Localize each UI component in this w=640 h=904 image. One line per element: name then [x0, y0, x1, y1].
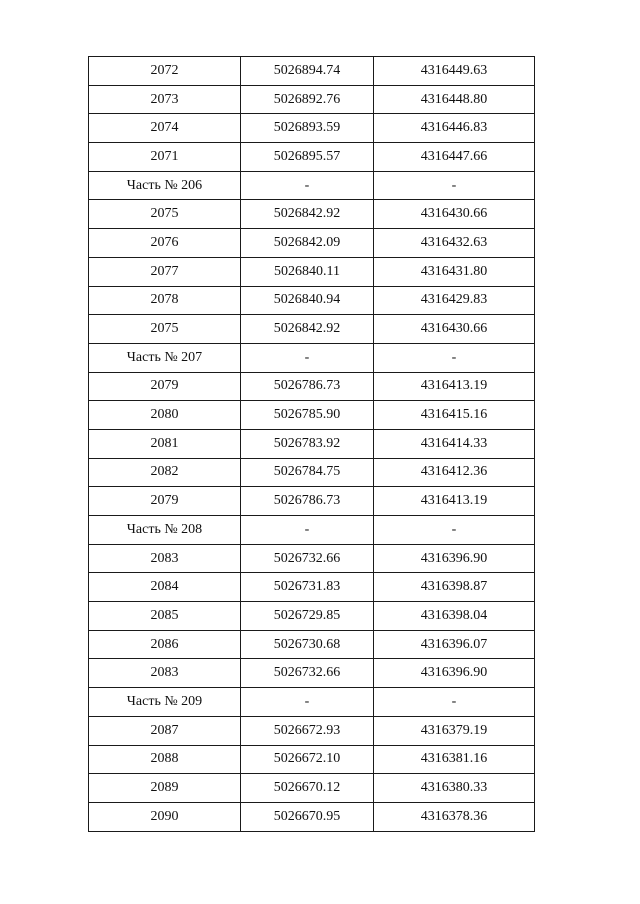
point-number-cell: Часть № 207 [89, 343, 241, 372]
table-row [89, 688, 535, 717]
table-row [89, 544, 535, 573]
y-coordinate-cell: 4316415.16 [374, 401, 535, 430]
y-coordinate-cell: 4316430.66 [374, 200, 535, 229]
y-coordinate-cell: 4316449.63 [374, 57, 535, 86]
x-coordinate-cell: - [241, 516, 374, 545]
point-number-cell: 2072 [89, 57, 241, 86]
table-row [89, 200, 535, 229]
y-coordinate-cell: - [374, 516, 535, 545]
table-row [89, 716, 535, 745]
point-number-cell: 2083 [89, 544, 241, 573]
table-row [89, 171, 535, 200]
table-row [89, 286, 535, 315]
y-coordinate-cell: 4316396.90 [374, 659, 535, 688]
y-coordinate-cell: - [374, 343, 535, 372]
table-row [89, 143, 535, 172]
x-coordinate-cell: 5026842.92 [241, 200, 374, 229]
y-coordinate-cell: 4316398.87 [374, 573, 535, 602]
table-row [89, 57, 535, 86]
table-row [89, 573, 535, 602]
point-number-cell: 2073 [89, 85, 241, 114]
point-number-cell: 2088 [89, 745, 241, 774]
table-row [89, 458, 535, 487]
x-coordinate-cell: 5026842.09 [241, 229, 374, 258]
x-coordinate-cell: 5026732.66 [241, 659, 374, 688]
y-coordinate-cell: 4316448.80 [374, 85, 535, 114]
y-coordinate-cell: 4316413.19 [374, 487, 535, 516]
table-row [89, 401, 535, 430]
table-row [89, 802, 535, 831]
point-number-cell: 2080 [89, 401, 241, 430]
point-number-cell: 2076 [89, 229, 241, 258]
point-number-cell: 2079 [89, 372, 241, 401]
y-coordinate-cell: - [374, 688, 535, 717]
point-number-cell: 2075 [89, 200, 241, 229]
y-coordinate-cell: 4316380.33 [374, 774, 535, 803]
point-number-cell: 2075 [89, 315, 241, 344]
x-coordinate-cell: 5026894.74 [241, 57, 374, 86]
y-coordinate-cell: 4316412.36 [374, 458, 535, 487]
x-coordinate-cell: 5026731.83 [241, 573, 374, 602]
table-row [89, 659, 535, 688]
coordinates-table [88, 56, 535, 832]
table-row [89, 114, 535, 143]
y-coordinate-cell: 4316430.66 [374, 315, 535, 344]
point-number-cell: 2089 [89, 774, 241, 803]
point-number-cell: 2081 [89, 429, 241, 458]
point-number-cell: 2090 [89, 802, 241, 831]
table-row [89, 487, 535, 516]
x-coordinate-cell: - [241, 343, 374, 372]
table-row [89, 745, 535, 774]
table-row [89, 85, 535, 114]
y-coordinate-cell: 4316398.04 [374, 602, 535, 631]
point-number-cell: Часть № 209 [89, 688, 241, 717]
table-row [89, 315, 535, 344]
x-coordinate-cell: 5026729.85 [241, 602, 374, 631]
point-number-cell: 2074 [89, 114, 241, 143]
x-coordinate-cell: 5026784.75 [241, 458, 374, 487]
point-number-cell: 2085 [89, 602, 241, 631]
y-coordinate-cell: 4316413.19 [374, 372, 535, 401]
x-coordinate-cell: 5026672.93 [241, 716, 374, 745]
table-row [89, 516, 535, 545]
table-row [89, 630, 535, 659]
x-coordinate-cell: 5026670.95 [241, 802, 374, 831]
y-coordinate-cell: 4316379.19 [374, 716, 535, 745]
x-coordinate-cell: 5026783.92 [241, 429, 374, 458]
y-coordinate-cell: 4316378.36 [374, 802, 535, 831]
x-coordinate-cell: 5026840.11 [241, 257, 374, 286]
point-number-cell: 2077 [89, 257, 241, 286]
y-coordinate-cell: 4316396.90 [374, 544, 535, 573]
y-coordinate-cell: 4316414.33 [374, 429, 535, 458]
x-coordinate-cell: 5026785.90 [241, 401, 374, 430]
y-coordinate-cell: 4316429.83 [374, 286, 535, 315]
x-coordinate-cell: 5026893.59 [241, 114, 374, 143]
point-number-cell: 2071 [89, 143, 241, 172]
x-coordinate-cell: 5026732.66 [241, 544, 374, 573]
x-coordinate-cell: - [241, 688, 374, 717]
point-number-cell: 2083 [89, 659, 241, 688]
table-row [89, 257, 535, 286]
table-row [89, 372, 535, 401]
x-coordinate-cell: 5026670.12 [241, 774, 374, 803]
x-coordinate-cell: 5026786.73 [241, 372, 374, 401]
table-row [89, 429, 535, 458]
x-coordinate-cell: 5026892.76 [241, 85, 374, 114]
point-number-cell: 2086 [89, 630, 241, 659]
point-number-cell: Часть № 208 [89, 516, 241, 545]
point-number-cell: 2078 [89, 286, 241, 315]
x-coordinate-cell: 5026672.10 [241, 745, 374, 774]
y-coordinate-cell: 4316381.16 [374, 745, 535, 774]
y-coordinate-cell: 4316446.83 [374, 114, 535, 143]
table-row [89, 343, 535, 372]
x-coordinate-cell: 5026730.68 [241, 630, 374, 659]
x-coordinate-cell: 5026895.57 [241, 143, 374, 172]
point-number-cell: Часть № 206 [89, 171, 241, 200]
point-number-cell: 2084 [89, 573, 241, 602]
point-number-cell: 2079 [89, 487, 241, 516]
point-number-cell: 2082 [89, 458, 241, 487]
x-coordinate-cell: 5026786.73 [241, 487, 374, 516]
y-coordinate-cell: 4316447.66 [374, 143, 535, 172]
x-coordinate-cell: 5026842.92 [241, 315, 374, 344]
y-coordinate-cell: 4316396.07 [374, 630, 535, 659]
x-coordinate-cell: - [241, 171, 374, 200]
x-coordinate-cell: 5026840.94 [241, 286, 374, 315]
table-row [89, 229, 535, 258]
point-number-cell: 2087 [89, 716, 241, 745]
y-coordinate-cell: 4316432.63 [374, 229, 535, 258]
table-row [89, 602, 535, 631]
y-coordinate-cell: - [374, 171, 535, 200]
y-coordinate-cell: 4316431.80 [374, 257, 535, 286]
table-row [89, 774, 535, 803]
coordinates-table-body [89, 57, 535, 832]
